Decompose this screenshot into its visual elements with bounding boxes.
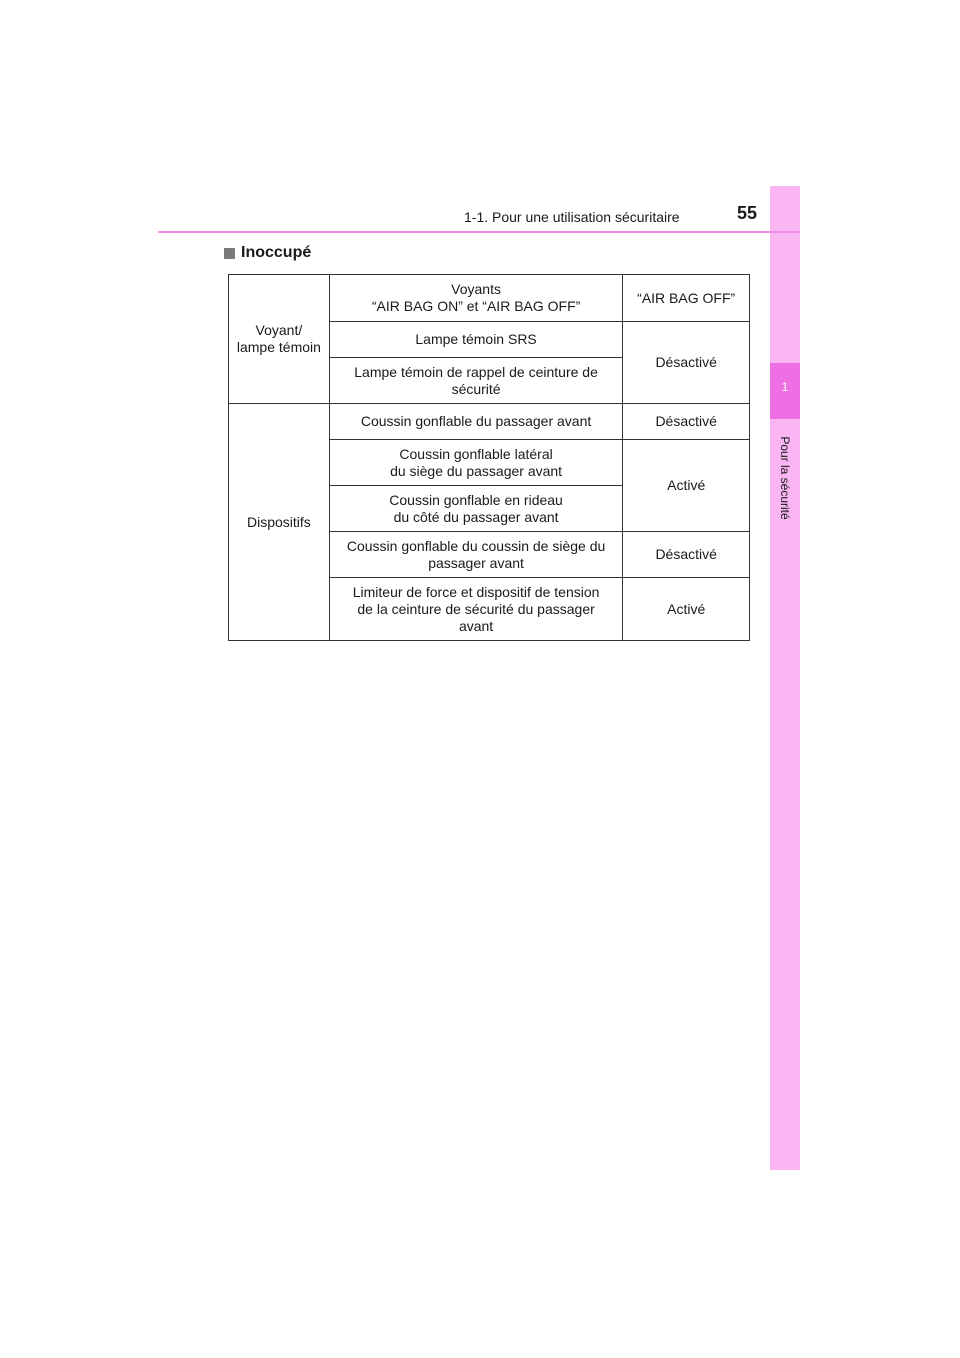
- table-row: [229, 275, 750, 322]
- device-label: Coussin gonflable latéral du siège du passager avant: [329, 440, 623, 486]
- chapter-side-band: [770, 186, 800, 1170]
- indicators-header: Voyants “AIR BAG ON” et “AIR BAG OFF”: [329, 275, 623, 322]
- lamp-status: Désactivé: [623, 322, 750, 404]
- device-status: Désactivé: [623, 404, 750, 440]
- devices-group-label: Dispositifs: [229, 404, 330, 641]
- device-status: Activé: [623, 440, 750, 532]
- device-status: Activé: [623, 578, 750, 641]
- page-number: 55: [737, 203, 758, 223]
- device-label: Limiteur de force et dispositif de tension de la ceinture de sécurité du passager avant: [329, 578, 623, 641]
- airbag-status-table: [228, 274, 750, 641]
- section-heading: [224, 244, 311, 262]
- chapter-number-tab[interactable]: 1: [770, 363, 800, 419]
- device-label: Coussin gonflable du passager avant: [329, 404, 623, 440]
- indicator-group-label: Voyant/ lampe témoin: [229, 275, 330, 404]
- device-label: Coussin gonflable du coussin de siège du passager avant: [329, 532, 623, 578]
- lamp-label: Lampe témoin SRS: [329, 322, 623, 358]
- airbag-off-header: “AIR BAG OFF”: [623, 275, 750, 322]
- header-divider: [158, 231, 800, 233]
- lamp-label: Lampe témoin de rappel de ceinture de sécurité: [329, 358, 623, 404]
- heading-title: Inoccupé: [241, 244, 312, 261]
- device-label: Coussin gonflable en rideau du côté du passager avant: [329, 486, 623, 532]
- square-bullet-icon: [224, 248, 235, 259]
- device-status: Désactivé: [623, 532, 750, 578]
- chapter-title-label: Pour la sécurité: [778, 436, 792, 520]
- table-row: [229, 404, 750, 440]
- section-title: 1-1. Pour une utilisation sécuritaire: [464, 209, 680, 225]
